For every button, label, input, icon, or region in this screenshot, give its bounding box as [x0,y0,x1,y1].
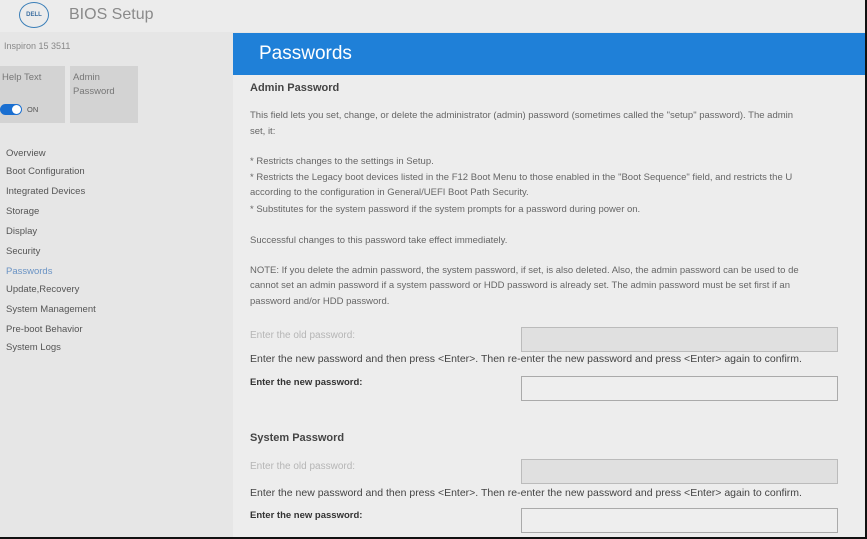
admin-password-tile-label: Admin Password [73,72,115,97]
dell-logo: DELL [19,2,49,28]
help-line: NOTE: If you delete the admin password, the system password, if set, is also deleted. Also, the admin password can be used to de [250,265,799,276]
help-line: set, it: [250,126,276,137]
system-new-password-label: Enter the new password: [250,510,363,521]
nav-storage[interactable]: Storage [6,206,40,217]
admin-new-password-input[interactable] [521,376,838,401]
page-title: Passwords [259,43,352,64]
help-text-toggle[interactable] [0,104,22,115]
nav-system-logs[interactable]: System Logs [6,342,61,353]
nav-security[interactable]: Security [6,246,41,257]
nav-integrated-devices[interactable]: Integrated Devices [6,186,86,197]
help-line: * Substitutes for the system password if the system prompts for a password during power on. [250,204,641,215]
nav-pre-boot-behavior[interactable]: Pre-boot Behavior [6,324,83,335]
main-panel [233,33,865,537]
admin-instructions: Enter the new password and then press <Enter>. Then re-enter the new password and press <Enter> again to confirm. [250,353,802,365]
system-instructions: Enter the new password and then press <Enter>. Then re-enter the new password and press <Enter> again to confirm. [250,487,802,499]
system-new-password-input[interactable] [521,508,838,533]
toggle-state: ON [27,105,39,114]
nav-system-management[interactable]: System Management [6,304,96,315]
help-line: Successful changes to this password take effect immediately. [250,235,508,246]
admin-password-tile[interactable] [70,66,138,123]
nav-update-recovery[interactable]: Update,Recovery [6,284,80,295]
admin-password-heading: Admin Password [250,82,340,94]
model-name: Inspiron 15 3511 [4,41,71,51]
nav-passwords[interactable]: Passwords [6,266,53,277]
help-line: * Restricts the Legacy boot devices listed in the F12 Boot Menu to those enabled in the "Boot Sequence" field, and restricts the U [250,172,793,183]
admin-new-password-label: Enter the new password: [250,377,363,388]
nav-display[interactable]: Display [6,226,38,237]
system-old-password-label: Enter the old password: [250,461,356,472]
system-old-password-input[interactable] [521,459,838,484]
admin-old-password-label: Enter the old password: [250,330,356,341]
page-header [233,33,865,75]
nav-boot-configuration[interactable]: Boot Configuration [6,166,85,177]
top-bar [0,0,865,32]
system-password-heading: System Password [250,432,345,444]
nav-overview[interactable]: Overview [6,148,46,159]
admin-old-password-input[interactable] [521,327,838,352]
help-line: This field lets you set, change, or delete the administrator (admin) password (sometimes called the "setup" password). The admin [250,110,794,121]
help-text-label: Help Text [2,72,42,83]
help-line: according to the configuration in General/UEFI Boot Path Security. [250,187,529,198]
app-title: BIOS Setup [69,6,154,23]
help-line: password and/or HDD password. [250,296,390,307]
help-line: * Restricts changes to the settings in Setup. [250,156,434,167]
help-line: cannot set an admin password if a system password or HDD password is already set. The admin password must be set first if an [250,280,790,291]
